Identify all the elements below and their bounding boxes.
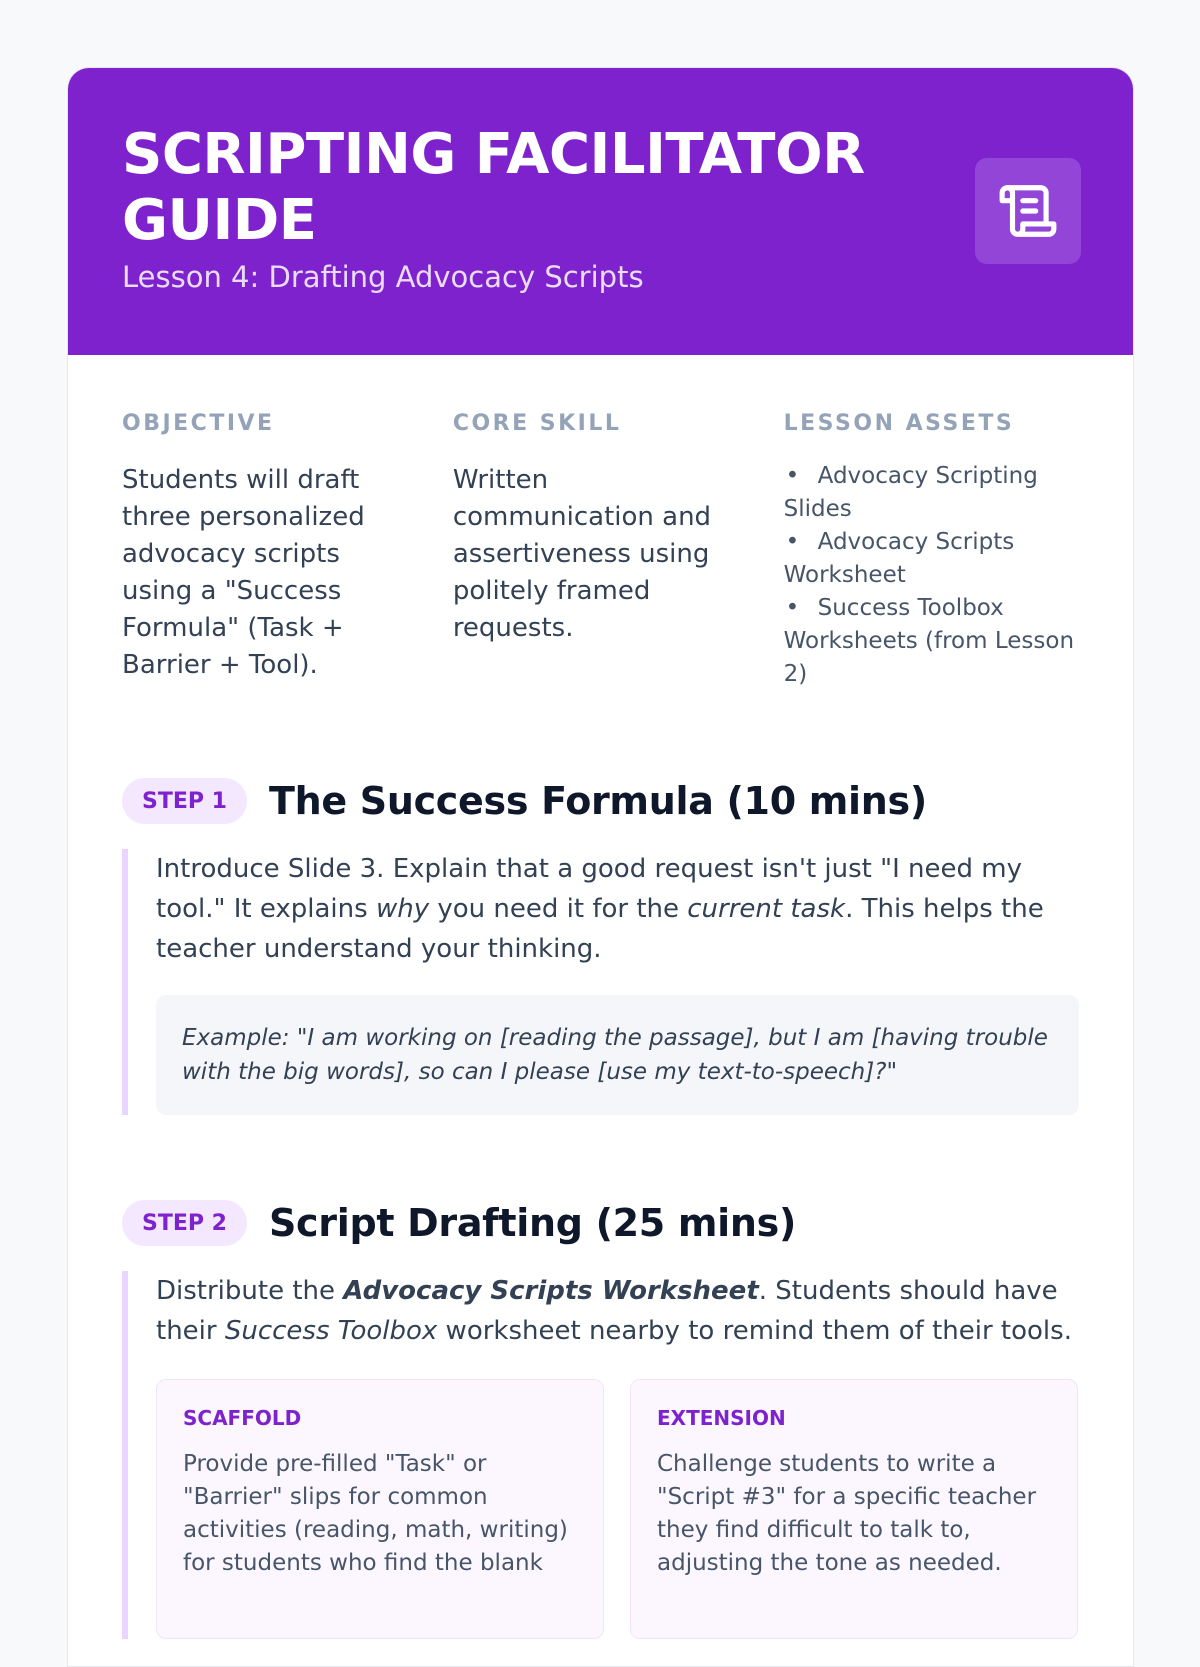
asset-item [784, 592, 1079, 691]
step-1 [68, 775, 1133, 1115]
asset-item [784, 460, 1079, 526]
asset-item-label: Success Toolbox Worksheets (from Lesson 2) [783, 595, 1075, 687]
lesson-overview [68, 355, 1133, 775]
lesson-assets-label: LESSON ASSETS [783, 411, 1015, 436]
step-1-title: The Success Formula (10 mins) [268, 779, 927, 823]
step-2-badge: STEP 2 [122, 1200, 247, 1246]
guide-header [68, 68, 1133, 355]
step-2-header [122, 1197, 1079, 1249]
step-1-text [156, 849, 1079, 969]
bullet-icon: • [785, 463, 800, 489]
core-skill-text: Written communication and assertiveness using politely framed requests. [452, 465, 712, 643]
objective-text: Students will draft three personalized advocacy scripts using a "Success Formula" (Task + Barrier + Tool). [122, 465, 365, 680]
step-2-body [122, 1271, 1079, 1639]
extension-card [630, 1379, 1078, 1639]
step-1-header [122, 775, 1079, 827]
asset-list [784, 460, 1079, 691]
page-subtitle: Lesson 4: Drafting Advocacy Scripts [122, 260, 644, 294]
step-2-title: Script Drafting (25 mins) [268, 1201, 797, 1245]
example-box: Example: "I am working on [reading the passage], but I am [having trouble with the big words], so can I please [use my text-to-speech]?" [156, 995, 1079, 1115]
step-1-text-emphasis: why [375, 894, 430, 924]
tips-row [156, 1379, 1079, 1639]
scaffold-text: Provide pre-filled "Task" or "Barrier" slips for common activities (reading, math, writing) for students who find the blank [183, 1451, 568, 1576]
core-skill-section [453, 411, 784, 775]
step-2-text-emphasis: Advocacy Scripts Worksheet [343, 1276, 759, 1306]
objective-label: OBJECTIVE [122, 411, 275, 436]
step-1-body [122, 849, 1079, 1115]
step-1-text-part: . This helps the teacher understand your thinking. [156, 894, 1044, 964]
guide-card [67, 67, 1134, 1667]
extension-text: Challenge students to write a "Script #3" for a specific teacher they find difficult to talk to, adjusting the tone as needed. [657, 1451, 1037, 1576]
scaffold-label: SCAFFOLD [183, 1406, 302, 1430]
step-2-text-part: worksheet nearby to remind them of their tools. [437, 1316, 1072, 1346]
asset-item-label: Advocacy Scripting Slides [783, 463, 1038, 522]
asset-item-label: Advocacy Scripts Worksheet [783, 529, 1015, 588]
step-1-badge: STEP 1 [122, 778, 247, 824]
scroll-icon [975, 158, 1081, 264]
step-2-text-part: Distribute the [156, 1276, 344, 1306]
extension-label: EXTENSION [657, 1406, 786, 1430]
asset-item [784, 526, 1079, 592]
step-2-text-part: . Students should have their [156, 1276, 1058, 1346]
scaffold-card [156, 1379, 604, 1639]
lesson-assets-section [784, 411, 1079, 775]
bullet-icon: • [785, 595, 800, 621]
objective-section [122, 411, 453, 775]
core-skill-label: CORE SKILL [452, 411, 622, 436]
step-1-text-emphasis: current task [687, 894, 846, 924]
step-1-text-part: Introduce Slide 3. Explain that a good request isn't just "I need my tool." It explains [156, 854, 1022, 924]
step-2-text [156, 1271, 1079, 1351]
step-2-text-emphasis: Success Toolbox [224, 1316, 438, 1346]
bullet-icon: • [785, 529, 800, 555]
step-2 [68, 1197, 1133, 1639]
step-1-text-part: you need it for the [429, 894, 688, 924]
page-title: SCRIPTING FACILITATOR GUIDE [122, 122, 865, 253]
